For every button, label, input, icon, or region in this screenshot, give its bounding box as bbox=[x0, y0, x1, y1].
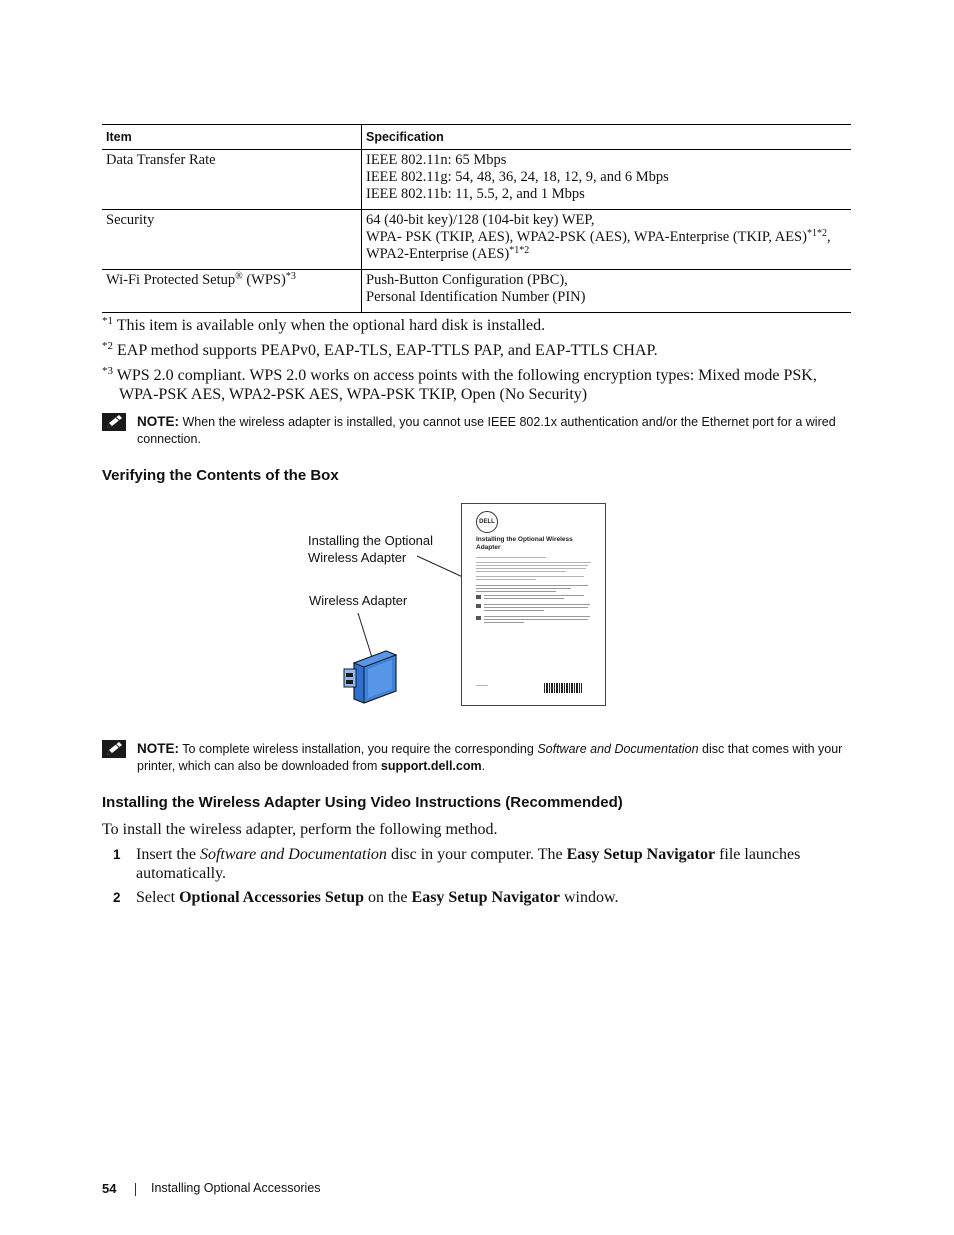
spec-line: IEEE 802.11g: 54, 48, 36, 24, 18, 12, 9, and 6 Mbps bbox=[366, 169, 669, 185]
booklet-text-line bbox=[476, 685, 488, 686]
app-name: Easy Setup Navigator bbox=[566, 846, 716, 863]
item-text: Security bbox=[106, 212, 155, 228]
booklet-note-icon bbox=[476, 604, 481, 608]
menu-option: Optional Accessories Setup bbox=[179, 889, 364, 906]
footnote-text: EAP method supports PEAPv0, EAP-TLS, EAP-TTLS PAP, and EAP-TTLS CHAP. bbox=[117, 342, 658, 359]
footnote-text: This item is available only when the optional hard disk is installed. bbox=[116, 317, 546, 334]
disc-name: Software and Documentation bbox=[537, 742, 699, 756]
booklet-note-icon bbox=[476, 595, 481, 599]
footnote-ref: *3 bbox=[285, 271, 296, 282]
spec-text: WPA2-Enterprise (AES) bbox=[366, 246, 510, 262]
spec-line: IEEE 802.11n: 65 Mbps bbox=[366, 152, 507, 168]
booklet-text-line bbox=[476, 588, 571, 589]
footnote-text-cont: WPA-PSK AES, WPA2-PSK AES, WPA-PSK TKIP, Open (No Security) bbox=[119, 386, 588, 403]
booklet-note-icon bbox=[476, 616, 481, 620]
booklet-text-line bbox=[484, 616, 590, 617]
booklet-text-line bbox=[476, 585, 588, 586]
footnote-mark: *3 bbox=[102, 365, 113, 377]
chapter-title: Installing Optional Accessories bbox=[151, 1181, 321, 1195]
booklet-text-line bbox=[476, 579, 536, 580]
note-body: disc that comes with your printer, which can also be downloaded from bbox=[137, 742, 843, 773]
booklet-text-line bbox=[476, 576, 584, 577]
step-text-part: on the bbox=[363, 889, 412, 906]
booklet-title: Installing the Optional Wireless Adapter bbox=[476, 536, 573, 551]
step-text-part: file launches automatically. bbox=[136, 846, 801, 882]
booklet-text-line bbox=[484, 595, 584, 596]
step-text-part: disc in your computer. The bbox=[386, 846, 567, 863]
footnote-mark: *2 bbox=[102, 340, 113, 352]
installation-guide-image bbox=[461, 503, 606, 706]
note-label: NOTE: bbox=[137, 414, 179, 429]
section-title-verifying: Verifying the Contents of the Box bbox=[102, 467, 339, 484]
booklet-text-line bbox=[484, 607, 588, 608]
intro-text: To install the wireless adapter, perform the following method. bbox=[102, 821, 498, 838]
footnote-text: WPS 2.0 compliant. WPS 2.0 works on access points with the following encryption types: Mixed mode PSK, bbox=[116, 367, 817, 384]
spec-line: Push-Button Configuration (PBC), bbox=[366, 272, 568, 288]
note-text bbox=[137, 740, 854, 775]
disc-name: Software and Documentation bbox=[199, 846, 387, 863]
step-text bbox=[136, 888, 842, 907]
step-2 bbox=[102, 888, 842, 908]
booklet-text-line bbox=[476, 557, 546, 558]
step-number: 2 bbox=[113, 890, 121, 905]
label-wireless-adapter: Wireless Adapter bbox=[309, 593, 408, 608]
spec-text: WPA- PSK (TKIP, AES), WPA2-PSK (AES), WPA-Enterprise (TKIP, AES) bbox=[366, 229, 807, 245]
footnote-ref: *1*2 bbox=[806, 228, 827, 239]
step-text bbox=[136, 845, 842, 883]
spec-line: Personal Identification Number (PIN) bbox=[366, 289, 586, 305]
support-link[interactable]: support.dell.com bbox=[380, 759, 482, 773]
registered-mark: ® bbox=[235, 271, 243, 282]
step-text-part: Select bbox=[136, 889, 180, 906]
booklet-text-line bbox=[476, 562, 591, 563]
barcode bbox=[544, 683, 582, 693]
booklet-text-line bbox=[484, 619, 588, 620]
wireless-adapter-image bbox=[340, 645, 402, 705]
note-body: When the wireless adapter is installed, you cannot use IEEE 802.1x authentication and/or the Ethernet port for a wired connection. bbox=[137, 415, 836, 446]
note-body: . bbox=[481, 759, 486, 773]
step-1 bbox=[102, 845, 842, 885]
booklet-text-line bbox=[484, 610, 544, 611]
section-title-video-instructions: Installing the Wireless Adapter Using Video Instructions (Recommended) bbox=[102, 794, 623, 811]
booklet-text-line bbox=[484, 604, 590, 605]
item-text: (WPS) bbox=[242, 272, 286, 288]
note-label: NOTE: bbox=[137, 741, 179, 756]
spec-text: , bbox=[826, 229, 831, 245]
booklet-text-line bbox=[476, 565, 588, 566]
booklet-text-line bbox=[476, 591, 556, 592]
booklet-text-line bbox=[476, 571, 566, 572]
footer-separator bbox=[135, 1183, 136, 1196]
booklet-text-line bbox=[476, 568, 586, 569]
note-body: To complete wireless installation, you require the corresponding bbox=[182, 742, 538, 756]
label-line: Wireless Adapter bbox=[308, 550, 407, 565]
step-text-part: window. bbox=[559, 889, 619, 906]
step-text-part: Insert the bbox=[136, 846, 200, 863]
item-text: Data Transfer Rate bbox=[106, 152, 216, 168]
column-header-item: Item bbox=[102, 125, 362, 150]
footnote-ref: *1*2 bbox=[509, 245, 530, 256]
spec-line: 64 (40-bit key)/128 (104-bit key) WEP, bbox=[366, 212, 595, 228]
dell-logo: DELL bbox=[476, 511, 498, 533]
step-number: 1 bbox=[113, 847, 121, 862]
booklet-text-line bbox=[484, 598, 564, 599]
item-text: Wi-Fi Protected Setup bbox=[106, 272, 236, 288]
spec-line: IEEE 802.11b: 11, 5.5, 2, and 1 Mbps bbox=[366, 186, 585, 202]
app-name: Easy Setup Navigator bbox=[411, 889, 560, 906]
page-number: 54 bbox=[102, 1181, 117, 1196]
column-header-specification: Specification bbox=[362, 125, 852, 150]
note-pencil-icon bbox=[102, 740, 126, 758]
footnote-mark: *1 bbox=[102, 315, 113, 327]
booklet-text-line bbox=[484, 622, 524, 623]
label-line: Installing the Optional bbox=[308, 533, 434, 548]
